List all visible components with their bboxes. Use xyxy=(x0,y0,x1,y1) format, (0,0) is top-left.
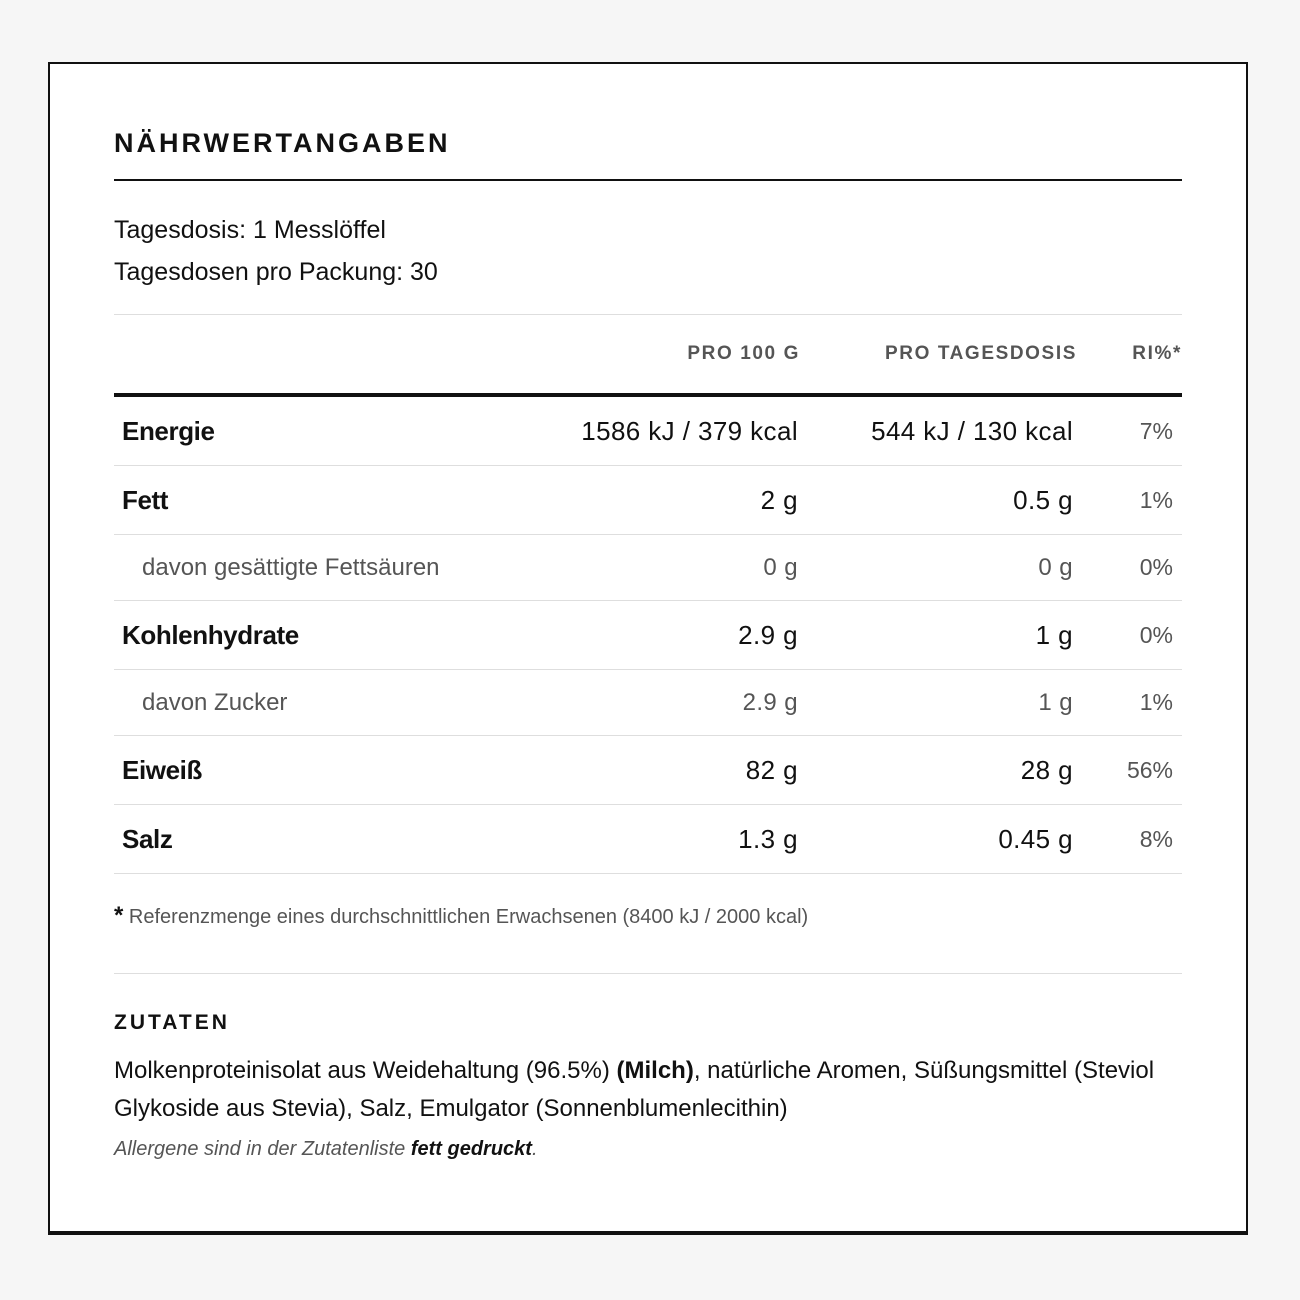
header-per-100g: PRO 100 G xyxy=(687,343,800,364)
value-per-dose: 1 g xyxy=(1038,688,1073,716)
value-per-dose: 0.45 g xyxy=(998,823,1073,854)
value-ri: 8% xyxy=(1139,825,1173,852)
nutrient-name: Salz xyxy=(122,823,173,854)
footnote xyxy=(114,874,1182,944)
allergen-note-text: Allergene sind in der Zutatenliste xyxy=(114,1138,411,1160)
value-ri: 1% xyxy=(1139,486,1173,513)
nutrient-name: davon Zucker xyxy=(142,688,288,716)
table-row xyxy=(114,736,1182,805)
nutrition-title: NÄHRWERTANGABEN xyxy=(114,128,451,158)
table-row xyxy=(114,670,1182,736)
allergen-note-bold: fett gedruckt xyxy=(410,1138,532,1160)
value-per-100g: 82 g xyxy=(745,754,798,785)
nutrient-name: Energie xyxy=(122,415,215,446)
nutrition-card xyxy=(48,62,1248,1235)
value-per-dose: 544 kJ / 130 kcal xyxy=(871,415,1073,446)
value-per-100g: 1.3 g xyxy=(738,823,798,854)
value-per-100g: 2 g xyxy=(760,484,798,515)
value-per-dose: 1 g xyxy=(1035,619,1073,650)
ingredients-part-2: , natürliche Aromen, Süßungsmittel (Steviol Glykoside aus Stevia), Salz, Emulgator (Sonnenblumenlecithin) xyxy=(114,1057,1155,1122)
value-per-100g: 0 g xyxy=(763,553,798,581)
table-row xyxy=(114,805,1182,874)
value-per-100g: 2.9 g xyxy=(738,619,798,650)
value-ri: 0% xyxy=(1139,621,1173,648)
ingredients-title: ZUTATEN xyxy=(114,1011,230,1034)
table-row xyxy=(114,535,1182,601)
nutrition-table-body xyxy=(114,397,1182,874)
header-ri: RI%* xyxy=(1132,343,1182,364)
ingredients-text xyxy=(114,1052,1182,1128)
dose-info xyxy=(114,181,1182,293)
allergen-note-end: . xyxy=(531,1138,538,1160)
value-per-100g: 2.9 g xyxy=(742,688,798,716)
table-header xyxy=(114,315,1182,393)
value-per-dose: 0 g xyxy=(1038,553,1073,581)
ingredients-part-1: Molkenproteinisolat aus Weidehaltung (96.5%) xyxy=(114,1057,617,1084)
nutrient-name: davon gesättigte Fettsäuren xyxy=(142,553,440,581)
nutrient-name: Kohlenhydrate xyxy=(122,619,299,650)
value-ri: 1% xyxy=(1139,689,1173,715)
dose-line: Tagesdosis: 1 Messlöffel xyxy=(114,216,386,244)
ingredients-allergen: (Milch) xyxy=(616,1057,694,1084)
doses-per-pack-line: Tagesdosen pro Packung: 30 xyxy=(114,258,438,286)
footnote-text: Referenzmenge eines durchschnittlichen Erwachsenen (8400 kJ / 2000 kcal) xyxy=(128,906,809,928)
table-row xyxy=(114,601,1182,670)
value-per-dose: 0.5 g xyxy=(1013,484,1073,515)
nutrient-name: Eiweiß xyxy=(122,754,202,785)
table-row xyxy=(114,397,1182,466)
header-per-dose: PRO TAGESDOSIS xyxy=(884,343,1077,364)
value-ri: 56% xyxy=(1126,756,1173,783)
value-per-dose: 28 g xyxy=(1020,754,1073,785)
nutrient-name: Fett xyxy=(122,484,169,515)
table-row xyxy=(114,466,1182,535)
value-per-100g: 1586 kJ / 379 kcal xyxy=(581,415,798,446)
value-ri: 0% xyxy=(1139,554,1173,580)
footnote-star: * xyxy=(114,902,124,929)
allergen-note xyxy=(114,1138,1182,1161)
value-ri: 7% xyxy=(1139,417,1173,444)
